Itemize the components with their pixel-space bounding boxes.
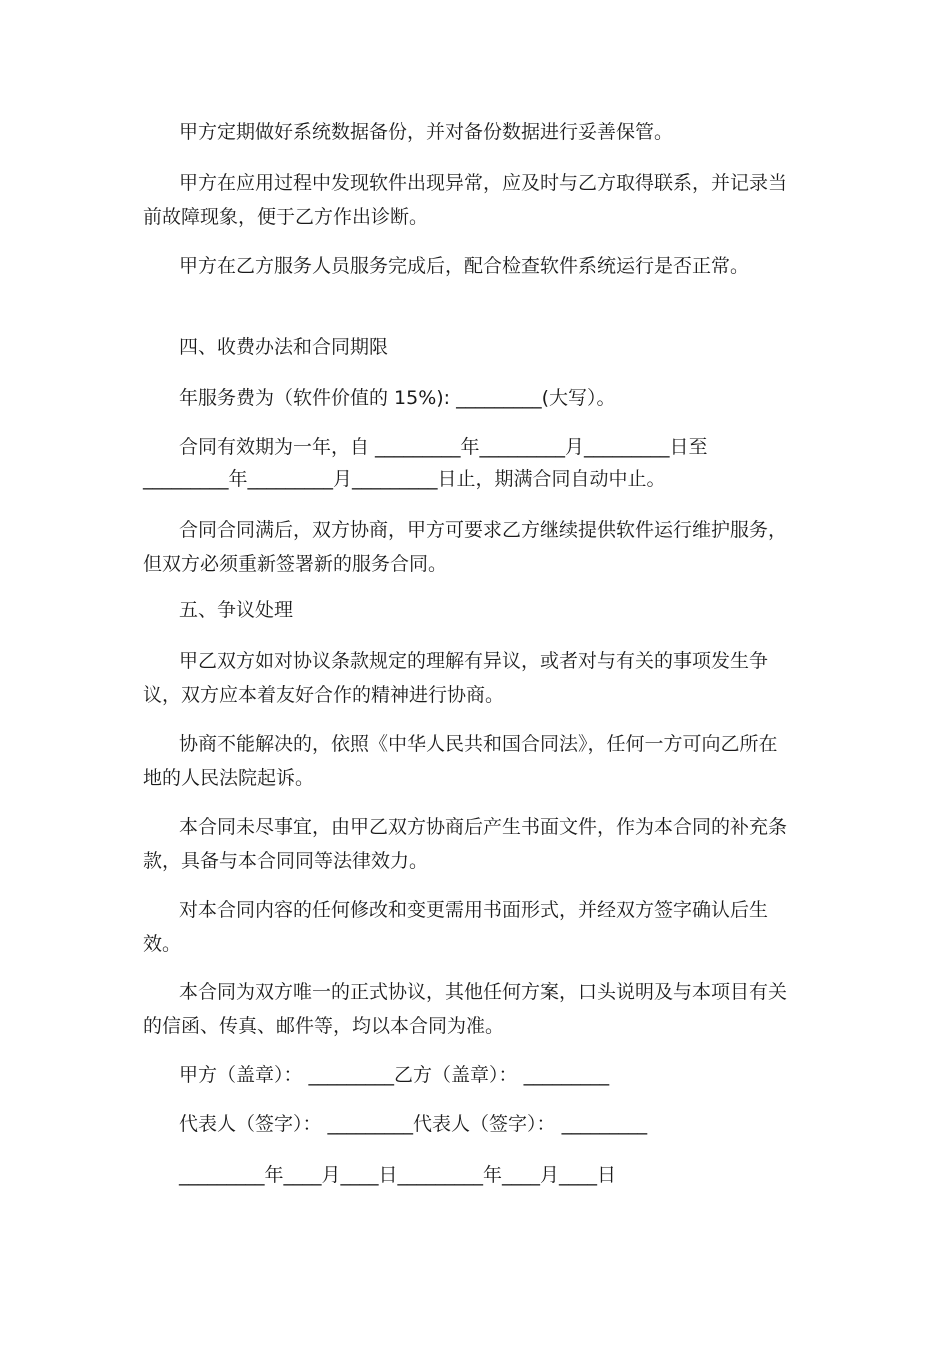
paragraph-check-system: 甲方在乙方服务人员服务完成后，配合检查软件系统运行是否正常。: [179, 255, 750, 277]
paragraph-data-backup: 甲方定期做好系统数据备份，并对备份数据进行妥善保管。: [179, 121, 674, 143]
line-contract-period-start: 合同有效期为一年，自 _________年_________月_________日至: [179, 436, 708, 458]
paragraph-renewal: 合同合同满后，双方协商，甲方可要求乙方继续提供软件运行维护服务，但双方必须重新签署新的服务合同。: [143, 519, 788, 575]
paragraph-amendments: 对本合同内容的任何修改和变更需用书面形式，并经双方签字确认后生效。: [143, 899, 769, 955]
signature-date-line: _________年____月____日_________年____月____日: [179, 1164, 617, 1186]
signature-representative-line: 代表人（签字）： _________代表人（签字）： _________: [179, 1113, 648, 1135]
paragraph-supplementary: 本合同未尽事宜，由甲乙双方协商后产生书面文件，作为本合同的补充条款，具备与本合同同等法律效力。: [143, 816, 788, 872]
line-contract-period-end: _________年_________月_________日止，期满合同自动中止。: [143, 468, 666, 490]
signature-party-line: 甲方（盖章）： _________乙方（盖章）： _________: [179, 1064, 610, 1086]
paragraph-sole-agreement: 本合同为双方唯一的正式协议，其他任何方案，口头说明及与本项目有关的信函、传真、邮件等，均以本合同为准。: [143, 981, 788, 1037]
paragraph-court: 协商不能解决的，依照《中华人民共和国合同法》，任何一方可向乙所在地的人民法院起诉。: [143, 733, 778, 789]
section-heading-fees: 四、收费办法和合同期限: [179, 336, 389, 358]
paragraph-negotiation: 甲乙双方如对协议条款规定的理解有异议，或者对与有关的事项发生争议，双方应本着友好合作的精神进行协商。: [143, 650, 769, 706]
paragraph-report-fault: 甲方在应用过程中发现软件出现异常，应及时与乙方取得联系，并记录当前故障现象，便于乙方作出诊断。: [143, 172, 788, 228]
line-annual-fee: 年服务费为（软件价值的 15%): _________(大写）。: [179, 387, 616, 409]
section-heading-disputes: 五、争议处理: [179, 599, 294, 621]
